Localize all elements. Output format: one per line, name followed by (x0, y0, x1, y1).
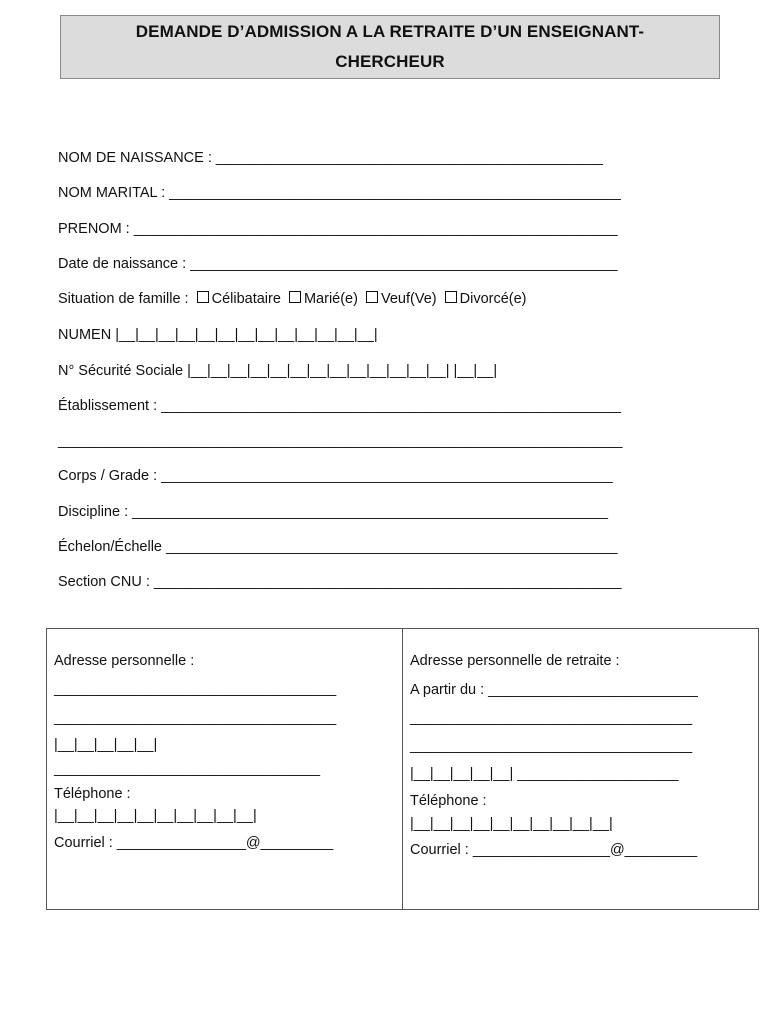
veuf-label: Veuf(Ve) (380, 291, 437, 307)
form-title-line-1: DEMANDE D’ADMISSION A LA RETRAITE D’UN ENSEIGNANT- (135, 22, 645, 41)
echelon-field[interactable]: Échelon/Échelle ________________________________________________________ (58, 539, 618, 555)
marie-label: Marié(e) (303, 291, 358, 307)
securite-sociale-field[interactable]: N° Sécurité Sociale |__|__|__|__|__|__|__|__|__|__|__|__|__| |__|__| (58, 363, 498, 379)
courriel-retraite-field[interactable]: Courriel : _________________@_________ (410, 842, 698, 858)
divorce-checkbox[interactable] (445, 291, 457, 303)
adresse-personnelle-box (46, 628, 403, 910)
code-postal-field[interactable]: |__|__|__|__|__| (54, 737, 158, 753)
veuf-checkbox[interactable] (366, 291, 378, 303)
form-title-line-2: CHERCHEUR (335, 52, 445, 71)
adresse-ligne-1-field[interactable]: ___________________________________ (54, 681, 337, 697)
marie-checkbox[interactable] (289, 291, 301, 303)
discipline-field[interactable]: Discipline : ___________________________________________________________ (58, 504, 608, 520)
telephone-retraite-field[interactable]: |__|__|__|__|__|__|__|__|__|__| (410, 816, 613, 832)
adresse-ligne-3-field[interactable]: _________________________________ (54, 761, 321, 777)
telephone-label: Téléphone : (54, 786, 131, 802)
situation-famille-row (58, 291, 527, 307)
etablissement-continuation-field[interactable]: ______________________________________________________________________ (58, 433, 623, 449)
situation-famille-label: Situation de famille : (58, 291, 189, 307)
courriel-field[interactable]: Courriel : ________________@_________ (54, 835, 334, 851)
adresse-retraite-ligne-2-field[interactable]: ___________________________________ (410, 738, 693, 754)
adresse-retraite-heading: Adresse personnelle de retraite : (410, 653, 620, 669)
prenom-field[interactable]: PRENOM : ____________________________________________________________ (58, 221, 618, 237)
telephone-field[interactable]: |__|__|__|__|__|__|__|__|__|__| (54, 808, 257, 824)
adresse-personnelle-heading: Adresse personnelle : (54, 653, 195, 669)
date-naissance-field[interactable]: Date de naissance : _____________________________________________________ (58, 256, 618, 272)
adresse-retraite-box (402, 628, 759, 910)
form-title-box (60, 15, 720, 79)
celibataire-checkbox[interactable] (197, 291, 209, 303)
nom-marital-field[interactable]: NOM MARITAL : ________________________________________________________ (58, 185, 621, 201)
section-cnu-field[interactable]: Section CNU : __________________________________________________________ (58, 574, 622, 590)
telephone-retraite-label: Téléphone : (410, 793, 487, 809)
etablissement-field[interactable]: Établissement : _________________________________________________________ (58, 398, 621, 414)
adresse-ligne-2-field[interactable]: ___________________________________ (54, 710, 337, 726)
divorce-label: Divorcé(e) (459, 291, 527, 307)
nom-naissance-field[interactable]: NOM DE NAISSANCE : ________________________________________________ (58, 150, 603, 166)
a-partir-du-field[interactable]: A partir du : __________________________ (410, 682, 698, 698)
numen-field[interactable]: NUMEN |__|__|__|__|__|__|__|__|__|__|__|__|__| (58, 327, 378, 343)
corps-grade-field[interactable]: Corps / Grade : ________________________________________________________ (58, 468, 613, 484)
code-postal-ville-field[interactable]: |__|__|__|__|__| ____________________ (410, 766, 679, 782)
adresse-retraite-ligne-1-field[interactable]: ___________________________________ (410, 710, 693, 726)
celibataire-label: Célibataire (211, 291, 281, 307)
